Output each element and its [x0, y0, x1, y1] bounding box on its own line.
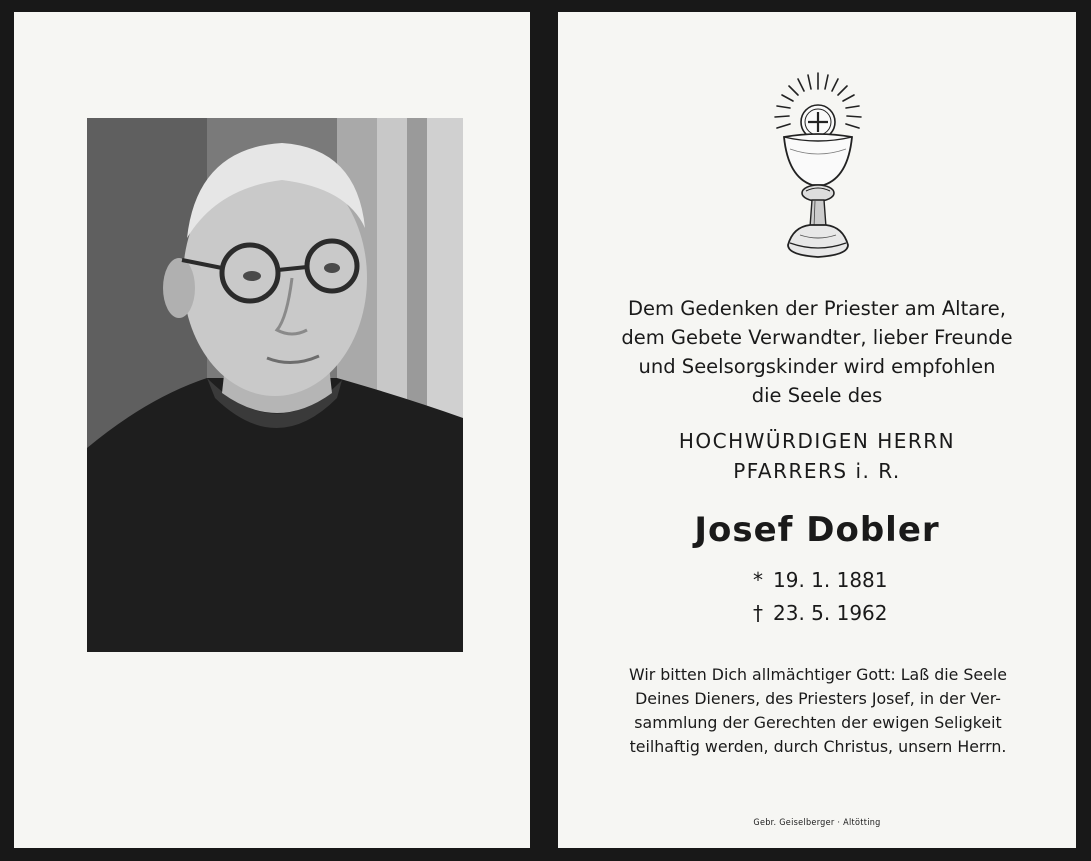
- death-row: [749, 597, 949, 630]
- portrait-illustration: [87, 118, 463, 652]
- portrait-photo: [87, 118, 463, 652]
- intro-line: dem Gebete Verwandter, lieber Freunde: [621, 326, 1013, 349]
- prayer-line: Deines Dieners, des Priesters Josef, in der Ver-: [635, 689, 1001, 708]
- prayer-line: sammlung der Gerechten der ewigen Seligkeit: [634, 713, 1002, 732]
- life-dates: [749, 564, 949, 630]
- intro-line: Dem Gedenken der Priester am Altare,: [628, 297, 1006, 320]
- prayer-text: [603, 663, 1033, 759]
- prayer-line: teilhaftig werden, durch Christus, unsern Herrn.: [629, 737, 1007, 756]
- intro-line: die Seele des: [751, 384, 883, 407]
- left-card-panel: [14, 12, 530, 848]
- right-card-panel: [558, 12, 1076, 848]
- prayer-line: Wir bitten Dich allmächtiger Gott: Laß die Seele: [629, 665, 1007, 684]
- intro-text: [558, 294, 1076, 410]
- intro-line: und Seelsorgskinder wird empfohlen: [638, 355, 996, 378]
- title-line: PFARRERS i. R.: [733, 459, 901, 483]
- birth-row: [749, 564, 949, 597]
- honorific-title: [558, 426, 1076, 486]
- title-line: HOCHWÜRDIGEN HERRN: [678, 429, 956, 453]
- death-date: 23. 5. 1962: [773, 601, 888, 625]
- printer-imprint: Gebr. Geiselberger · Altötting: [753, 818, 881, 828]
- death-symbol: †: [753, 601, 763, 625]
- birth-symbol: *: [753, 568, 763, 592]
- deceased-name: Josef Dobler: [694, 510, 940, 550]
- chalice-with-host-icon: [768, 67, 868, 267]
- birth-date: 19. 1. 1881: [773, 568, 888, 592]
